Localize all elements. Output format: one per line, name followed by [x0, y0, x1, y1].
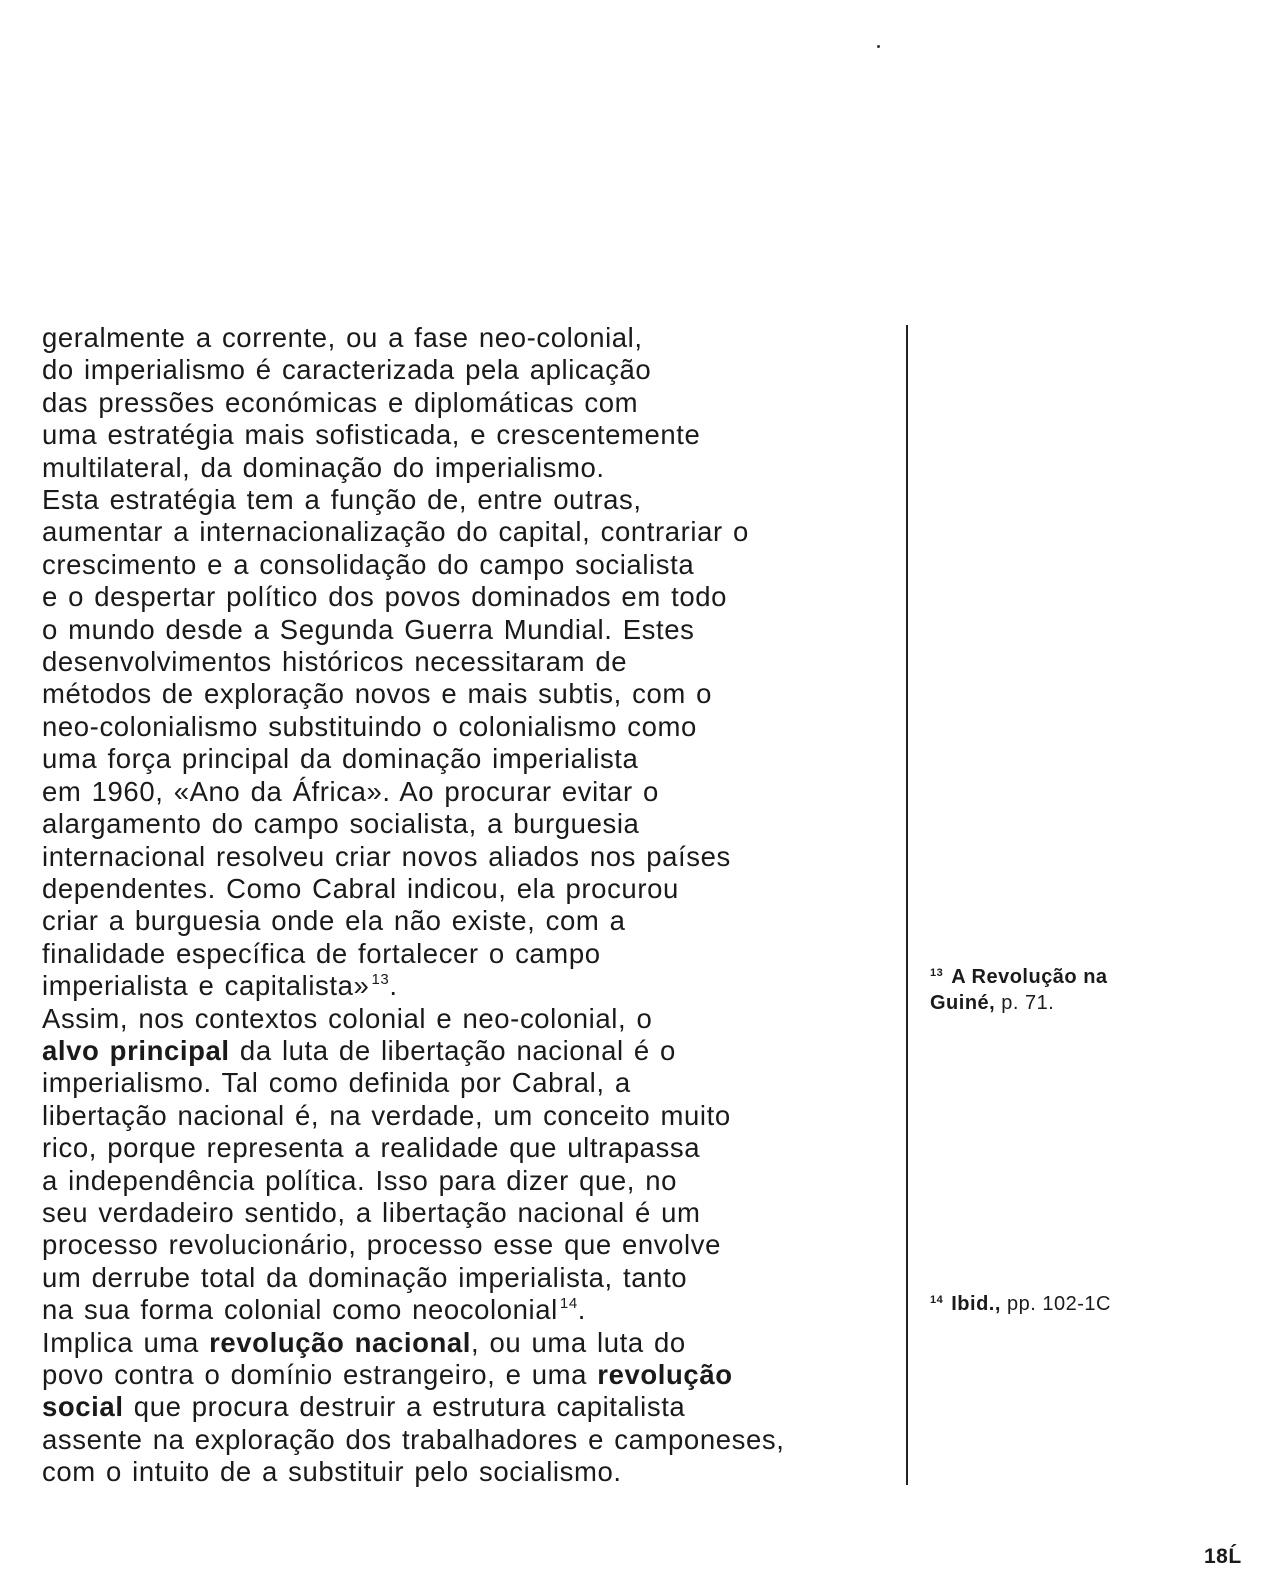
text-segment: que procura destruir a estrutura capitalista — [123, 1391, 686, 1423]
footnote-line — [930, 990, 1108, 1016]
footnote-ibid: Ibid., — [951, 1293, 1001, 1315]
text-line: assente na exploração dos trabalhadores e camponeses, — [42, 1423, 785, 1455]
text-line: internacional resolveu criar novos aliados nos países — [42, 840, 731, 872]
margin-divider — [906, 325, 908, 1485]
text-line: um derrube total da dominação imperialista, tanto — [42, 1261, 688, 1293]
text-line: das pressões económicas e diplomáticas com — [42, 386, 639, 418]
text-line: uma estratégia mais sofisticada, e crescentemente — [42, 419, 701, 451]
text-line: alargamento do campo socialista, a burguesia — [42, 808, 640, 840]
footnote-ref-13[interactable]: 13 — [371, 971, 390, 989]
text-segment: da luta de libertação nacional é o — [229, 1034, 676, 1066]
footnote-mark: 13 — [930, 967, 944, 979]
footnote-title: A Revolução na — [951, 966, 1108, 988]
text-segment: Implica uma — [42, 1326, 210, 1358]
text-line: processo revolucionário, processo esse que envolve — [42, 1229, 721, 1261]
emphasis-alvo-principal: alvo principal — [42, 1034, 230, 1066]
footnote-13 — [930, 960, 1108, 1016]
text-line: Assim, nos contextos colonial e neo-colonial, o — [42, 1002, 653, 1034]
scan-speck — [877, 45, 880, 48]
footnote-ref-14[interactable]: 14 — [559, 1295, 578, 1313]
text-line: em 1960, «Ano da África». Ao procurar evitar o — [42, 775, 659, 807]
footnote-title-cont: Guiné, — [930, 992, 996, 1014]
page-number: 18Ĺ — [1204, 1545, 1242, 1568]
text-segment: na sua forma colonial como neocolonial — [42, 1294, 558, 1326]
text-line — [42, 1327, 902, 1359]
text-line: e o despertar político dos povos dominados em todo — [42, 581, 727, 613]
text-line: do imperialismo é caracterizada pela aplicação — [42, 354, 652, 386]
text-line: multilateral, da dominação do imperialismo. — [42, 451, 605, 483]
text-line: finalidade específica de fortalecer o campo — [42, 937, 601, 969]
emphasis-revolucao: revolução — [597, 1359, 733, 1390]
footnote-line — [930, 960, 1108, 990]
text-line: Esta estratégia tem a função de, entre outras, — [42, 484, 642, 516]
emphasis-revolucao-nacional: revolução nacional — [209, 1326, 472, 1358]
text-line: a independência política. Isso para dizer que, no — [42, 1164, 678, 1196]
text-segment: imperialista e capitalista» — [42, 970, 370, 1002]
text-segment: . — [577, 1294, 587, 1326]
text-line: uma força principal da dominação imperialista — [42, 743, 639, 775]
footnote-14 — [930, 1287, 1111, 1317]
text-line: libertação nacional é, na verdade, um conceito muito — [42, 1099, 731, 1131]
text-line: o mundo desde a Segunda Guerra Mundial. Estes — [42, 613, 695, 645]
text-line — [42, 1294, 902, 1326]
text-line: seu verdadeiro sentido, a libertação nacional é um — [42, 1196, 701, 1228]
text-line — [42, 1391, 902, 1423]
text-line: rico, porque representa a realidade que ultrapassa — [42, 1132, 701, 1164]
text-line — [42, 1035, 902, 1067]
text-line: criar a burguesia onde ela não existe, com a — [42, 905, 626, 937]
text-line: aumentar a internacionalização do capital, contrariar o — [42, 516, 749, 548]
text-line: imperialismo. Tal como definida por Cabral, a — [42, 1067, 631, 1099]
text-segment: . — [389, 970, 398, 1002]
text-line: crescimento e a consolidação do campo socialista — [42, 548, 695, 580]
text-line: neo-colonialismo substituindo o colonialismo como — [42, 710, 697, 742]
body-text — [42, 322, 902, 1489]
footnote-page: p. 71. — [995, 992, 1055, 1014]
text-line: desenvolvimentos históricos necessitaram de — [42, 646, 628, 678]
footnote-mark: 14 — [930, 1294, 944, 1306]
text-line — [42, 970, 902, 1002]
emphasis-social: social — [42, 1391, 124, 1423]
text-segment: , ou uma luta do — [471, 1326, 686, 1358]
text-line — [42, 1359, 902, 1391]
footnote-pages: pp. 102-1C — [1000, 1293, 1111, 1315]
text-line: métodos de exploração novos e mais subtis, com o — [42, 678, 712, 710]
text-line: geralmente a corrente, ou a fase neo-colonial, — [42, 322, 643, 353]
text-line: dependentes. Como Cabral indicou, ela procurou — [42, 872, 679, 904]
text-line: com o intuito de a substituir pelo socialismo. — [42, 1456, 622, 1488]
text-segment: povo contra o domínio estrangeiro, e uma — [42, 1359, 598, 1390]
